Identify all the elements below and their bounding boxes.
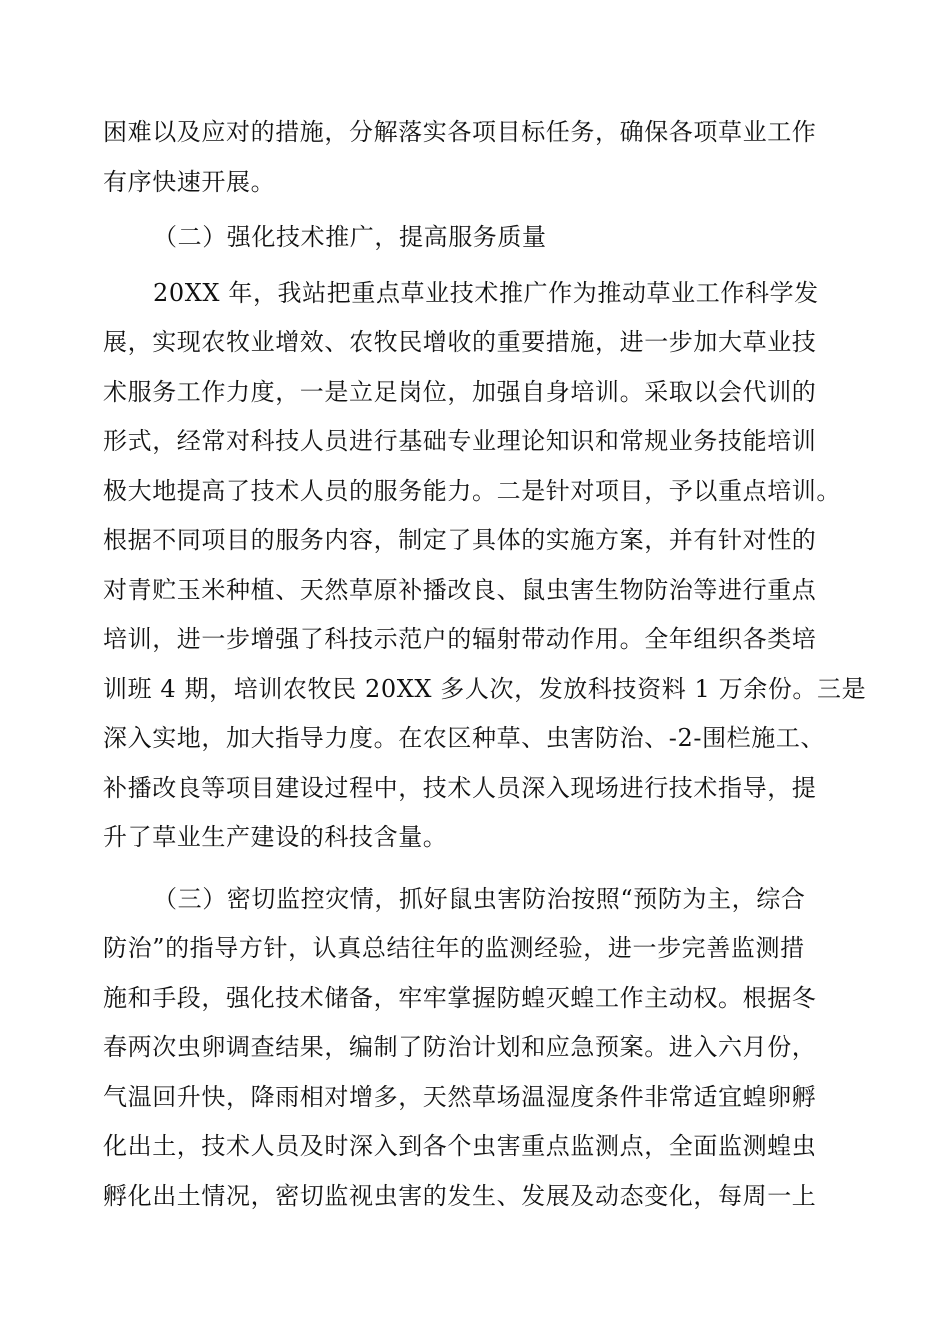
- text-line: 对青贮玉米种植、天然草原补播改良、鼠虫害生物防治等进行重点: [103, 575, 817, 604]
- paragraph-1: [103, 108, 848, 207]
- paragraph-3: [103, 875, 848, 1222]
- text-line: 深入实地，加大指导力度。在农区种草、虫害防治、-2-围栏施工、: [103, 724, 826, 752]
- text-line: 训班 4 期，培训农牧民 20XX 多人次，发放科技资料 1 万余份。三是: [103, 674, 867, 703]
- text-line: 形式，经常对科技人员进行基础专业理论知识和常规业务技能培训: [103, 427, 817, 455]
- document-body: [103, 108, 867, 1221]
- text-line: 化出土，技术人员及时深入到各个虫害重点监测点，全面监测蝗虫: [103, 1132, 817, 1160]
- text-line: 20XX 年，我站把重点草业技术推广作为推动草业工作科学发: [153, 278, 819, 307]
- text-line: 升了草业生产建设的科技含量。: [103, 823, 448, 851]
- text-line: 孵化出土情况，密切监视虫害的发生、发展及动态变化，每周一上: [103, 1181, 817, 1210]
- text-line: 极大地提高了技术人员的服务能力。二是针对项目，予以重点培训。: [103, 476, 841, 505]
- text-line: 防治”的指导方针，认真总结往年的监测经验，进一步完善监测措: [103, 934, 805, 962]
- text-line: 补播改良等项目建设过程中，技术人员深入现场进行技术指导，提: [103, 773, 817, 802]
- text-line: 展，实现农牧业增效、农牧民增收的重要措施，进一步加大草业技: [103, 328, 817, 356]
- text-line: 施和手段，强化技术储备，牢牢掌握防蝗灭蝗工作主动权。根据冬: [103, 983, 817, 1012]
- text-line: 术服务工作力度，一是立足岗位，加强自身培训。采取以会代训的: [103, 377, 817, 406]
- text-line: 有序快速开展。: [103, 167, 276, 196]
- text-line: 根据不同项目的服务内容，制定了具体的实施方案，并有针对性的: [103, 526, 817, 554]
- text-line: 困难以及应对的措施，分解落实各项目标任务，确保各项草业工作: [103, 118, 817, 146]
- paragraph-2: [103, 269, 867, 863]
- text-line: （三）密切监控灾情，抓好鼠虫害防治按照“预防为主，综合: [153, 884, 806, 913]
- text-line: 春两次虫卵调查结果，编制了防治计划和应急预案。进入六月份，: [103, 1033, 817, 1061]
- section-heading-2: （二）强化技术推广，提高服务质量: [153, 223, 547, 251]
- text-line: 培训，进一步增强了科技示范户的辐射带动作用。全年组织各类培: [103, 625, 817, 653]
- text-line: 气温回升快，降雨相对增多，天然草场温湿度条件非常适宜蝗卵孵: [103, 1082, 817, 1111]
